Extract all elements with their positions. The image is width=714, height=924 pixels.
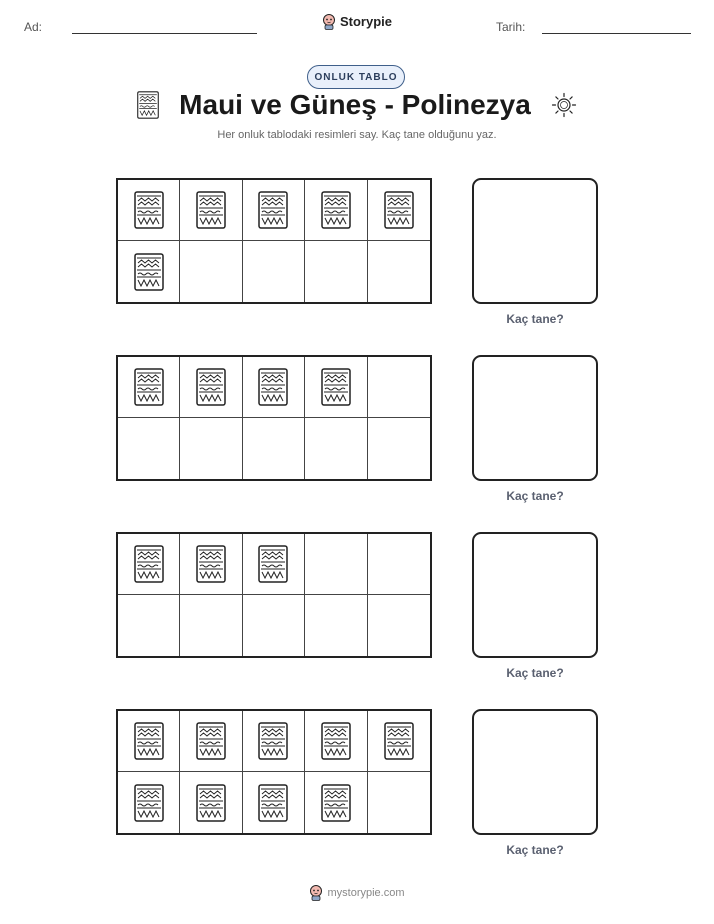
footer <box>0 884 714 901</box>
ten-frame-cell <box>243 241 305 302</box>
date-label: Tarih: <box>496 20 526 34</box>
ten-frame-cell <box>368 180 430 241</box>
ten-frame-cell <box>305 772 367 833</box>
worksheet-type-badge: ONLUK TABLO <box>307 65 405 89</box>
ten-frame-cell <box>243 180 305 241</box>
ten-frame-cell <box>305 418 367 479</box>
tapa-cloth-icon <box>134 368 164 406</box>
answer-box-3[interactable] <box>472 532 598 658</box>
ten-frame-cell <box>118 772 180 833</box>
tapa-cloth-icon <box>384 191 414 229</box>
ten-frame-cell <box>180 180 242 241</box>
ten-frame-cell <box>243 711 305 772</box>
ten-frame-cell <box>305 534 367 595</box>
tapa-cloth-icon <box>258 368 288 406</box>
answer-box-4[interactable] <box>472 709 598 835</box>
ten-frame-cell <box>118 534 180 595</box>
ten-frame-cell <box>305 711 367 772</box>
tapa-cloth-icon <box>321 784 351 822</box>
ten-frame-4 <box>116 709 432 835</box>
ten-frame-cell <box>305 595 367 656</box>
name-field[interactable] <box>72 33 257 34</box>
tapa-cloth-icon <box>137 91 159 119</box>
tapa-cloth-icon <box>321 191 351 229</box>
answer-label-3: Kaç tane? <box>506 666 564 680</box>
ten-frame-cell <box>180 595 242 656</box>
ten-frame-cell <box>118 418 180 479</box>
tapa-cloth-icon <box>134 253 164 291</box>
tapa-cloth-icon <box>134 784 164 822</box>
brand-logo <box>0 13 714 30</box>
ten-frame-cell <box>243 418 305 479</box>
ten-frame-cell <box>243 357 305 418</box>
storypie-mascot-icon <box>309 884 323 901</box>
ten-frame-cell <box>305 241 367 302</box>
answer-label-4: Kaç tane? <box>506 843 564 857</box>
ten-frame-cell <box>180 241 242 302</box>
ten-frame-3 <box>116 532 432 658</box>
tapa-cloth-icon <box>321 368 351 406</box>
ten-frame-cell <box>368 595 430 656</box>
tapa-cloth-icon <box>196 545 226 583</box>
tapa-cloth-icon <box>196 784 226 822</box>
sun-icon <box>551 92 577 118</box>
tapa-cloth-icon <box>258 784 288 822</box>
ten-frame-cell <box>368 357 430 418</box>
tapa-cloth-icon <box>134 722 164 760</box>
tapa-cloth-icon <box>321 722 351 760</box>
name-label: Ad: <box>24 20 43 34</box>
ten-frame-cell <box>368 534 430 595</box>
ten-frame-cell <box>180 357 242 418</box>
ten-frame-cell <box>243 534 305 595</box>
ten-frame-cell <box>305 180 367 241</box>
footer-url[interactable]: mystorypie.com <box>327 886 405 899</box>
ten-frame-cell <box>180 772 242 833</box>
ten-frame-cell <box>118 241 180 302</box>
tapa-cloth-icon <box>196 368 226 406</box>
ten-frame-cell <box>368 418 430 479</box>
ten-frame-cell <box>368 241 430 302</box>
ten-frame-1 <box>116 178 432 304</box>
storypie-mascot-icon <box>322 13 336 30</box>
tapa-cloth-icon <box>134 191 164 229</box>
ten-frame-cell <box>118 595 180 656</box>
tapa-cloth-icon <box>196 191 226 229</box>
tapa-cloth-icon <box>258 191 288 229</box>
page-title: Maui ve Güneş - Polinezya <box>179 89 531 120</box>
answer-label-2: Kaç tane? <box>506 489 564 503</box>
date-field[interactable] <box>542 33 691 34</box>
tapa-cloth-icon <box>258 722 288 760</box>
brand-name: Storypie <box>339 14 392 29</box>
ten-frame-cell <box>180 711 242 772</box>
ten-frame-cell <box>368 711 430 772</box>
title-row <box>0 89 714 121</box>
ten-frame-cell <box>118 357 180 418</box>
ten-frame-cell <box>118 180 180 241</box>
tapa-cloth-icon <box>384 722 414 760</box>
tapa-cloth-icon <box>258 545 288 583</box>
ten-frame-2 <box>116 355 432 481</box>
tapa-cloth-icon <box>196 722 226 760</box>
ten-frame-cell <box>243 772 305 833</box>
ten-frame-cell <box>305 357 367 418</box>
ten-frame-cell <box>368 772 430 833</box>
answer-box-2[interactable] <box>472 355 598 481</box>
instructions: Her onluk tablodaki resimleri say. Kaç tane olduğunu yaz. <box>217 129 497 141</box>
ten-frame-cell <box>180 418 242 479</box>
answer-label-1: Kaç tane? <box>506 312 564 326</box>
ten-frame-cell <box>118 711 180 772</box>
ten-frame-cell <box>243 595 305 656</box>
ten-frame-cell <box>180 534 242 595</box>
answer-box-1[interactable] <box>472 178 598 304</box>
tapa-cloth-icon <box>134 545 164 583</box>
